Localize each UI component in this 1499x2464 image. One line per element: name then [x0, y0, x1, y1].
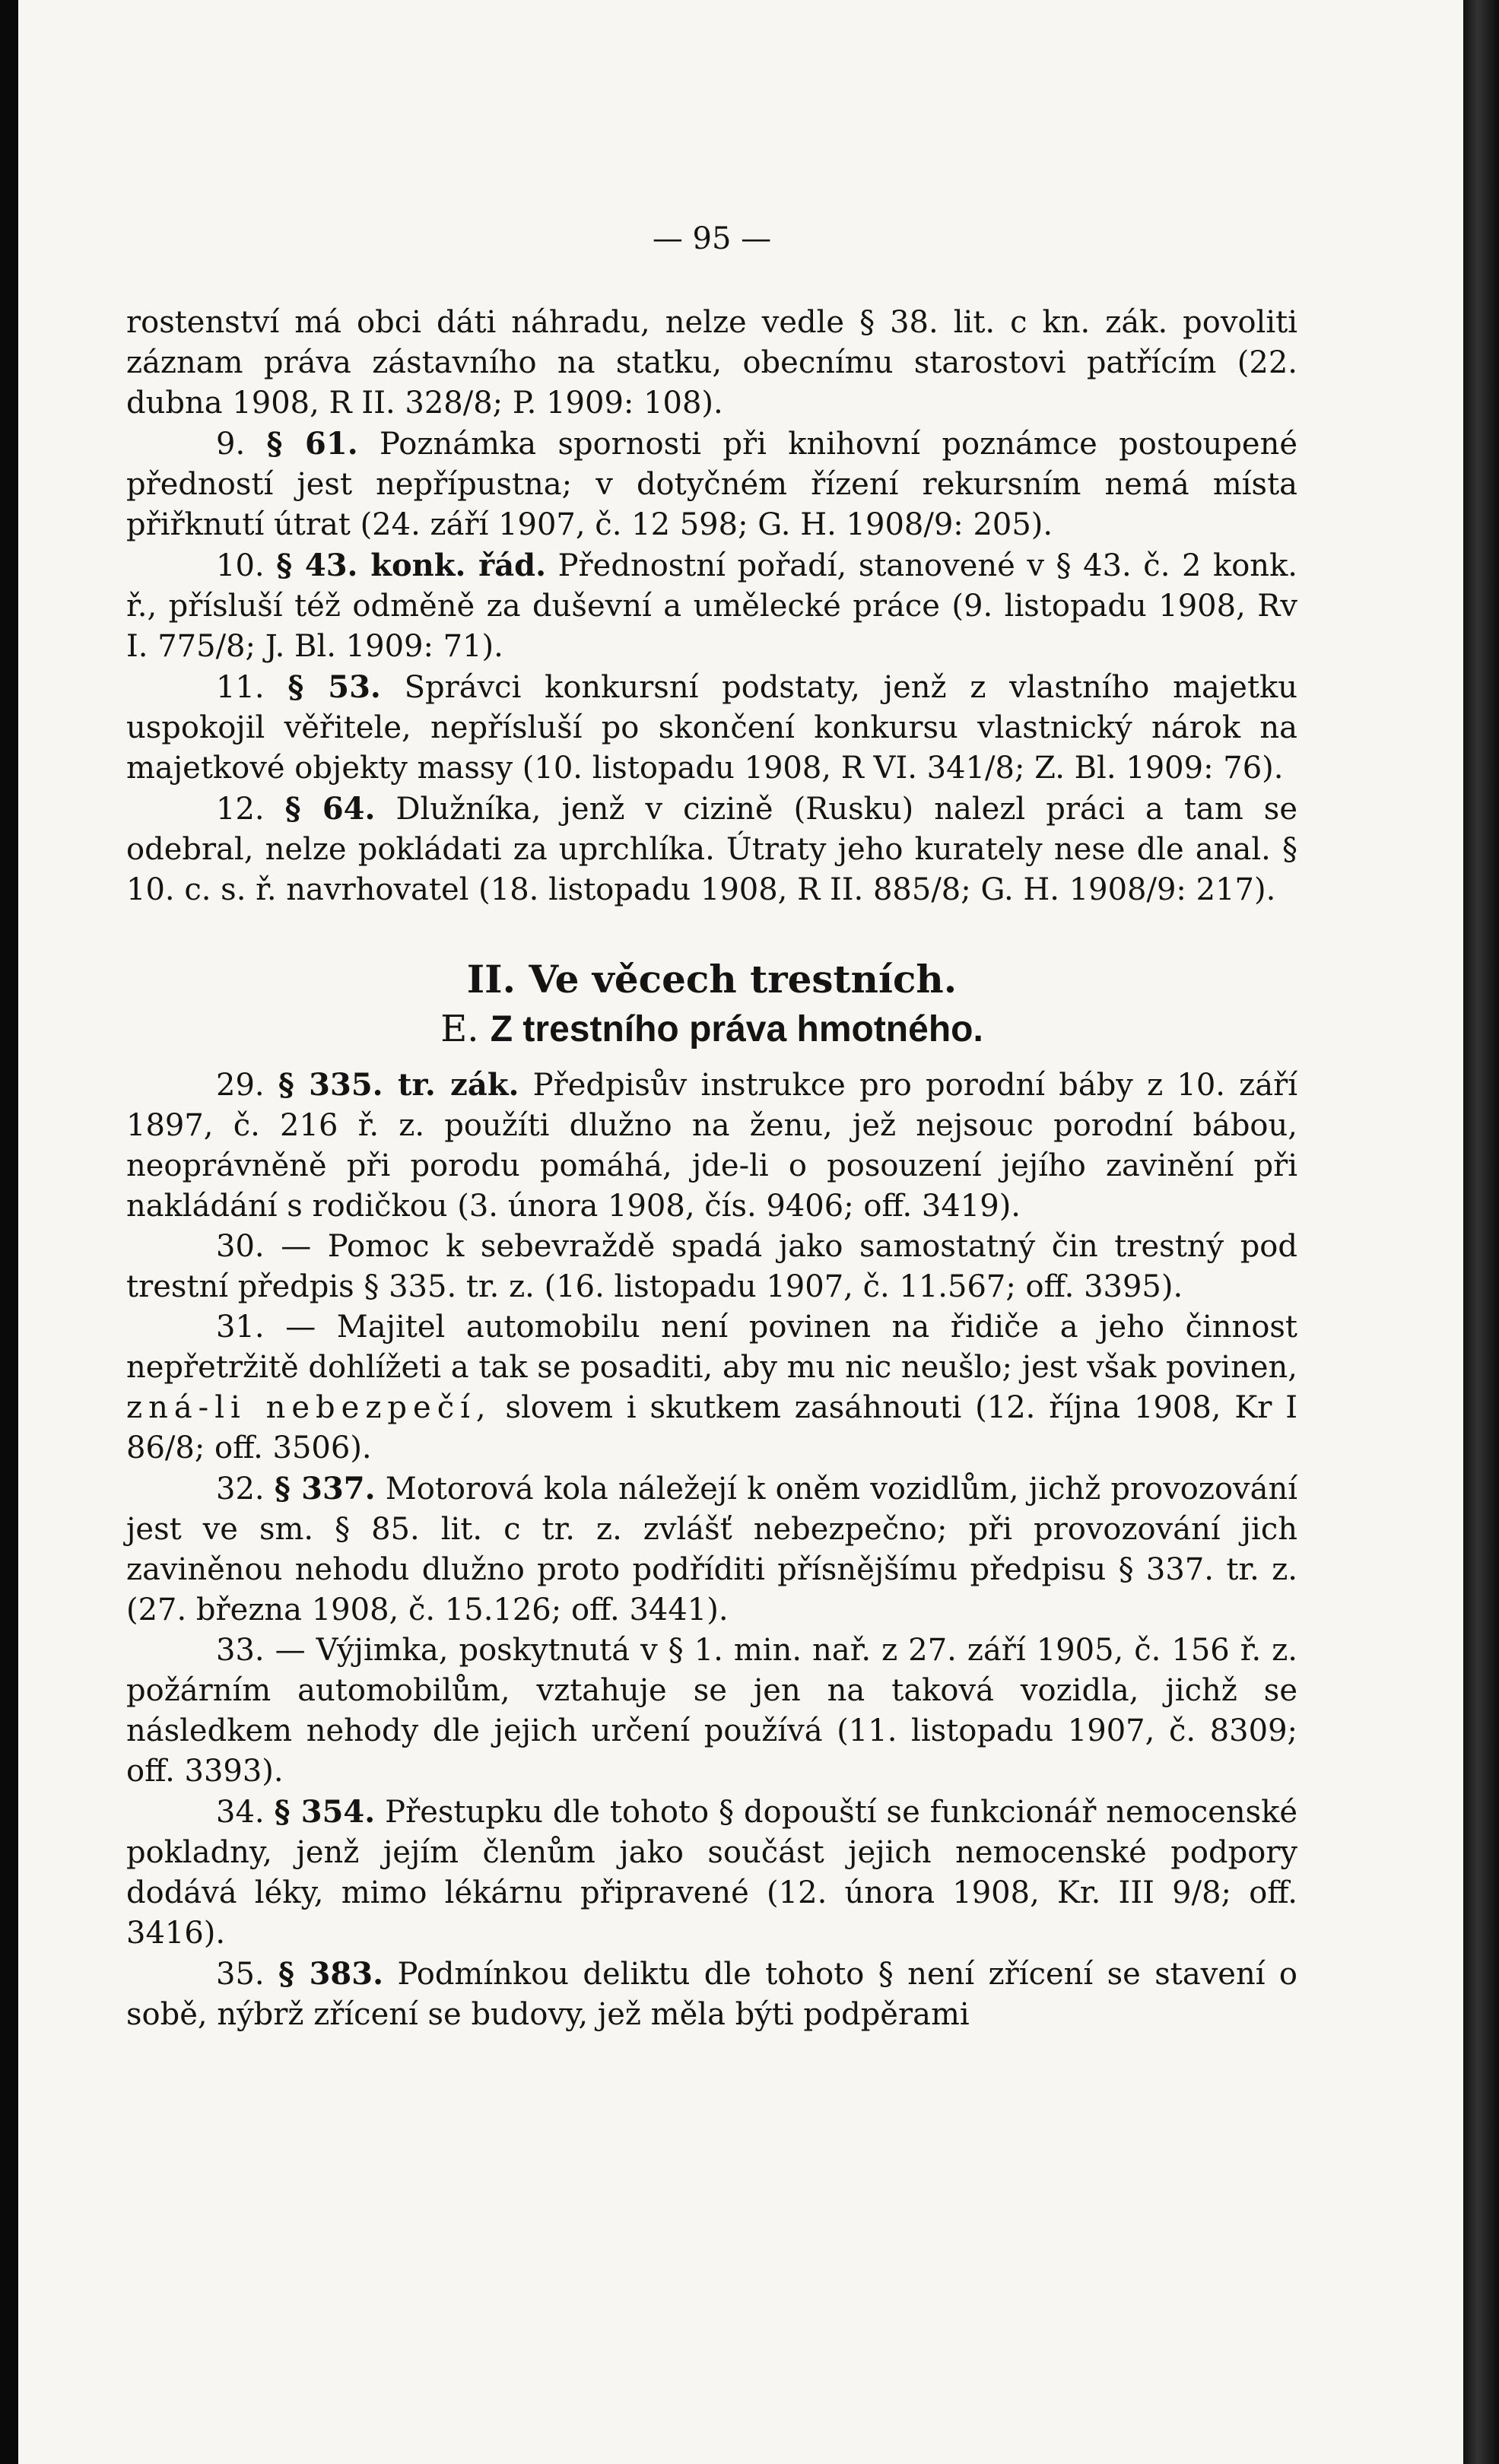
entry-number: 10. — [216, 548, 265, 583]
entry-35 — [126, 1954, 1297, 2035]
entry-31 — [126, 1307, 1297, 1469]
entry-text: Motorová kola náležejí k oněm vozidlům, jichž provozování jest ve sm. § 85. lit. c tr. z. zvlášť nebezpečno; při provozování jich zaviněnou nehodu dlužno proto podříditi přísnějšímu předpisu § 337. tr. z. (27. března 1908, č. 15.126; off. 3441). — [126, 1472, 1298, 1627]
entry-text: — Výjimka, poskytnutá v § 1. min. nař. z 27. září 1905, č. 156 ř. z. požárním automobilům, vztahuje se jen na taková vozidla, jichž se následkem nehody dle jejich určení používá (11. listopadu 1907, č. 8309; off. 3393). — [126, 1633, 1298, 1789]
entry-9 — [126, 424, 1297, 545]
entry-text: Předpisův instrukce pro porodní báby z 10. září 1897, č. 216 ř. z. použíti dlužno na ženu, jež nejsouc porodní bábou, neoprávněně při porodu pomáhá, jde-li o posouzení jejího zavinění při nakládání s rodičkou (3. února 1908, čís. 9406; off. 3419). — [126, 1068, 1298, 1224]
entry-32 — [126, 1469, 1297, 1630]
entry-number: 11. — [216, 670, 265, 705]
entry-number: 30. — [216, 1229, 265, 1264]
page-body — [126, 303, 1297, 2035]
section-ref: § 335. tr. zák. — [278, 1067, 519, 1103]
subsection-title: Z trestního práva hmotného. — [490, 1009, 983, 1049]
entry-text: Přestupku dle tohoto § dopouští se funkcionář nemocenské pokladny, jenž jejím členům jako součást jejich nemocenské podpory dodává léky, mimo lékárnu připravené (12. února 1908, Kr. III 9/8; off. 3416). — [126, 1795, 1298, 1951]
entry-text: Poznámka spornosti při knihovní poznámce postoupené předností jest nepřípustna; v dotyčném řízení rekursním nemá místa přiřknutí útrat (24. září 1907, č. 12 598; G. H. 1908/9: 205). — [126, 427, 1298, 542]
entry-number: 31. — [216, 1310, 265, 1345]
book-page — [18, 0, 1463, 2464]
entry-number: 32. — [216, 1472, 265, 1507]
entry-number: 34. — [216, 1795, 265, 1830]
entry-33 — [126, 1630, 1297, 1792]
entry-text: — Majitel automobilu není povinen na řidiče a jeho činnost nepřetržitě dohlížeti a tak se posaditi, aby mu nic neušlo; jest však povinen, — [126, 1310, 1297, 1385]
continued-paragraph: rostenství má obci dáti náhradu, nelze vedle § 38. lit. c kn. zák. povoliti záznam práva zástavního na statku, obecnímu starostovi patřícím (22. dubna 1908, R II. 328/8; P. 1909: 108). — [126, 305, 1297, 421]
entry-text: — Pomoc k sebevraždě spadá jako samostatný čin trestný pod trestní předpis § 335. tr. z. (16. listopadu 1907, č. 11.567; off. 3395). — [126, 1229, 1297, 1304]
section-ref: § 354. — [274, 1794, 376, 1830]
entry-text: Podmínkou deliktu dle tohoto § není zřícení se stavení o sobě, nýbrž zřícení se budovy, jež měla býti podpěrami — [126, 1957, 1298, 2032]
entry-text: Přednostní pořadí, stanovené v § 43. č. 2 konk. ř., přísluší též odměně za duševní a umělecké práce (9. listopadu 1908, Rv I. 775/8; J. Bl. 1909: 71). — [126, 548, 1298, 664]
page-number: — 95 — — [652, 221, 772, 256]
scan-edge — [1463, 0, 1499, 2464]
section-ref: § 53. — [287, 669, 381, 705]
entry-10 — [126, 545, 1297, 667]
entry-29 — [126, 1065, 1297, 1227]
entry-11 — [126, 667, 1297, 789]
section-heading: II. Ve věcech trestních. — [466, 957, 958, 1002]
subsection-letter: E. — [440, 1008, 479, 1050]
entry-text-end: slovem i skutkem zasáhnouti (12. října 1908, Kr I 86/8; off. 3506). — [126, 1390, 1297, 1465]
entry-text: Dlužníka, jenž v cizině (Rusku) nalezl práci a tam se odebral, nelze pokládati za uprchlíka. Útraty jeho kurately nese dle anal. § 10. c. s. ř. navrhovatel (18. listopadu 1908, R II. 885/8; G. H. 1908/9: 217). — [126, 792, 1297, 907]
entry-number: 35. — [216, 1957, 265, 1992]
spaced-emphasis: zná-li nebezpečí, — [126, 1390, 492, 1425]
section-ref: § 43. konk. řád. — [276, 548, 547, 583]
section-ref: § 383. — [278, 1956, 384, 1992]
section-ref: § 64. — [284, 791, 376, 827]
entry-number: 33. — [216, 1633, 265, 1668]
entry-number: 12. — [216, 792, 265, 827]
section-ref: § 61. — [266, 426, 358, 462]
entry-30 — [126, 1227, 1297, 1307]
entry-text: Správci konkursní podstaty, jenž z vlastního majetku uspokojil věřitele, nepřísluší po skončení konkursu vlastnický nárok na majetkové objekty massy (10. listopadu 1908, R VI. 341/8; Z. Bl. 1909: 76). — [126, 670, 1298, 786]
entry-34 — [126, 1792, 1297, 1954]
entry-number: 9. — [216, 427, 246, 462]
section-ref: § 337. — [274, 1471, 376, 1507]
entry-12 — [126, 789, 1297, 910]
subsection-heading — [126, 1005, 1297, 1054]
entry-number: 29. — [216, 1068, 265, 1103]
